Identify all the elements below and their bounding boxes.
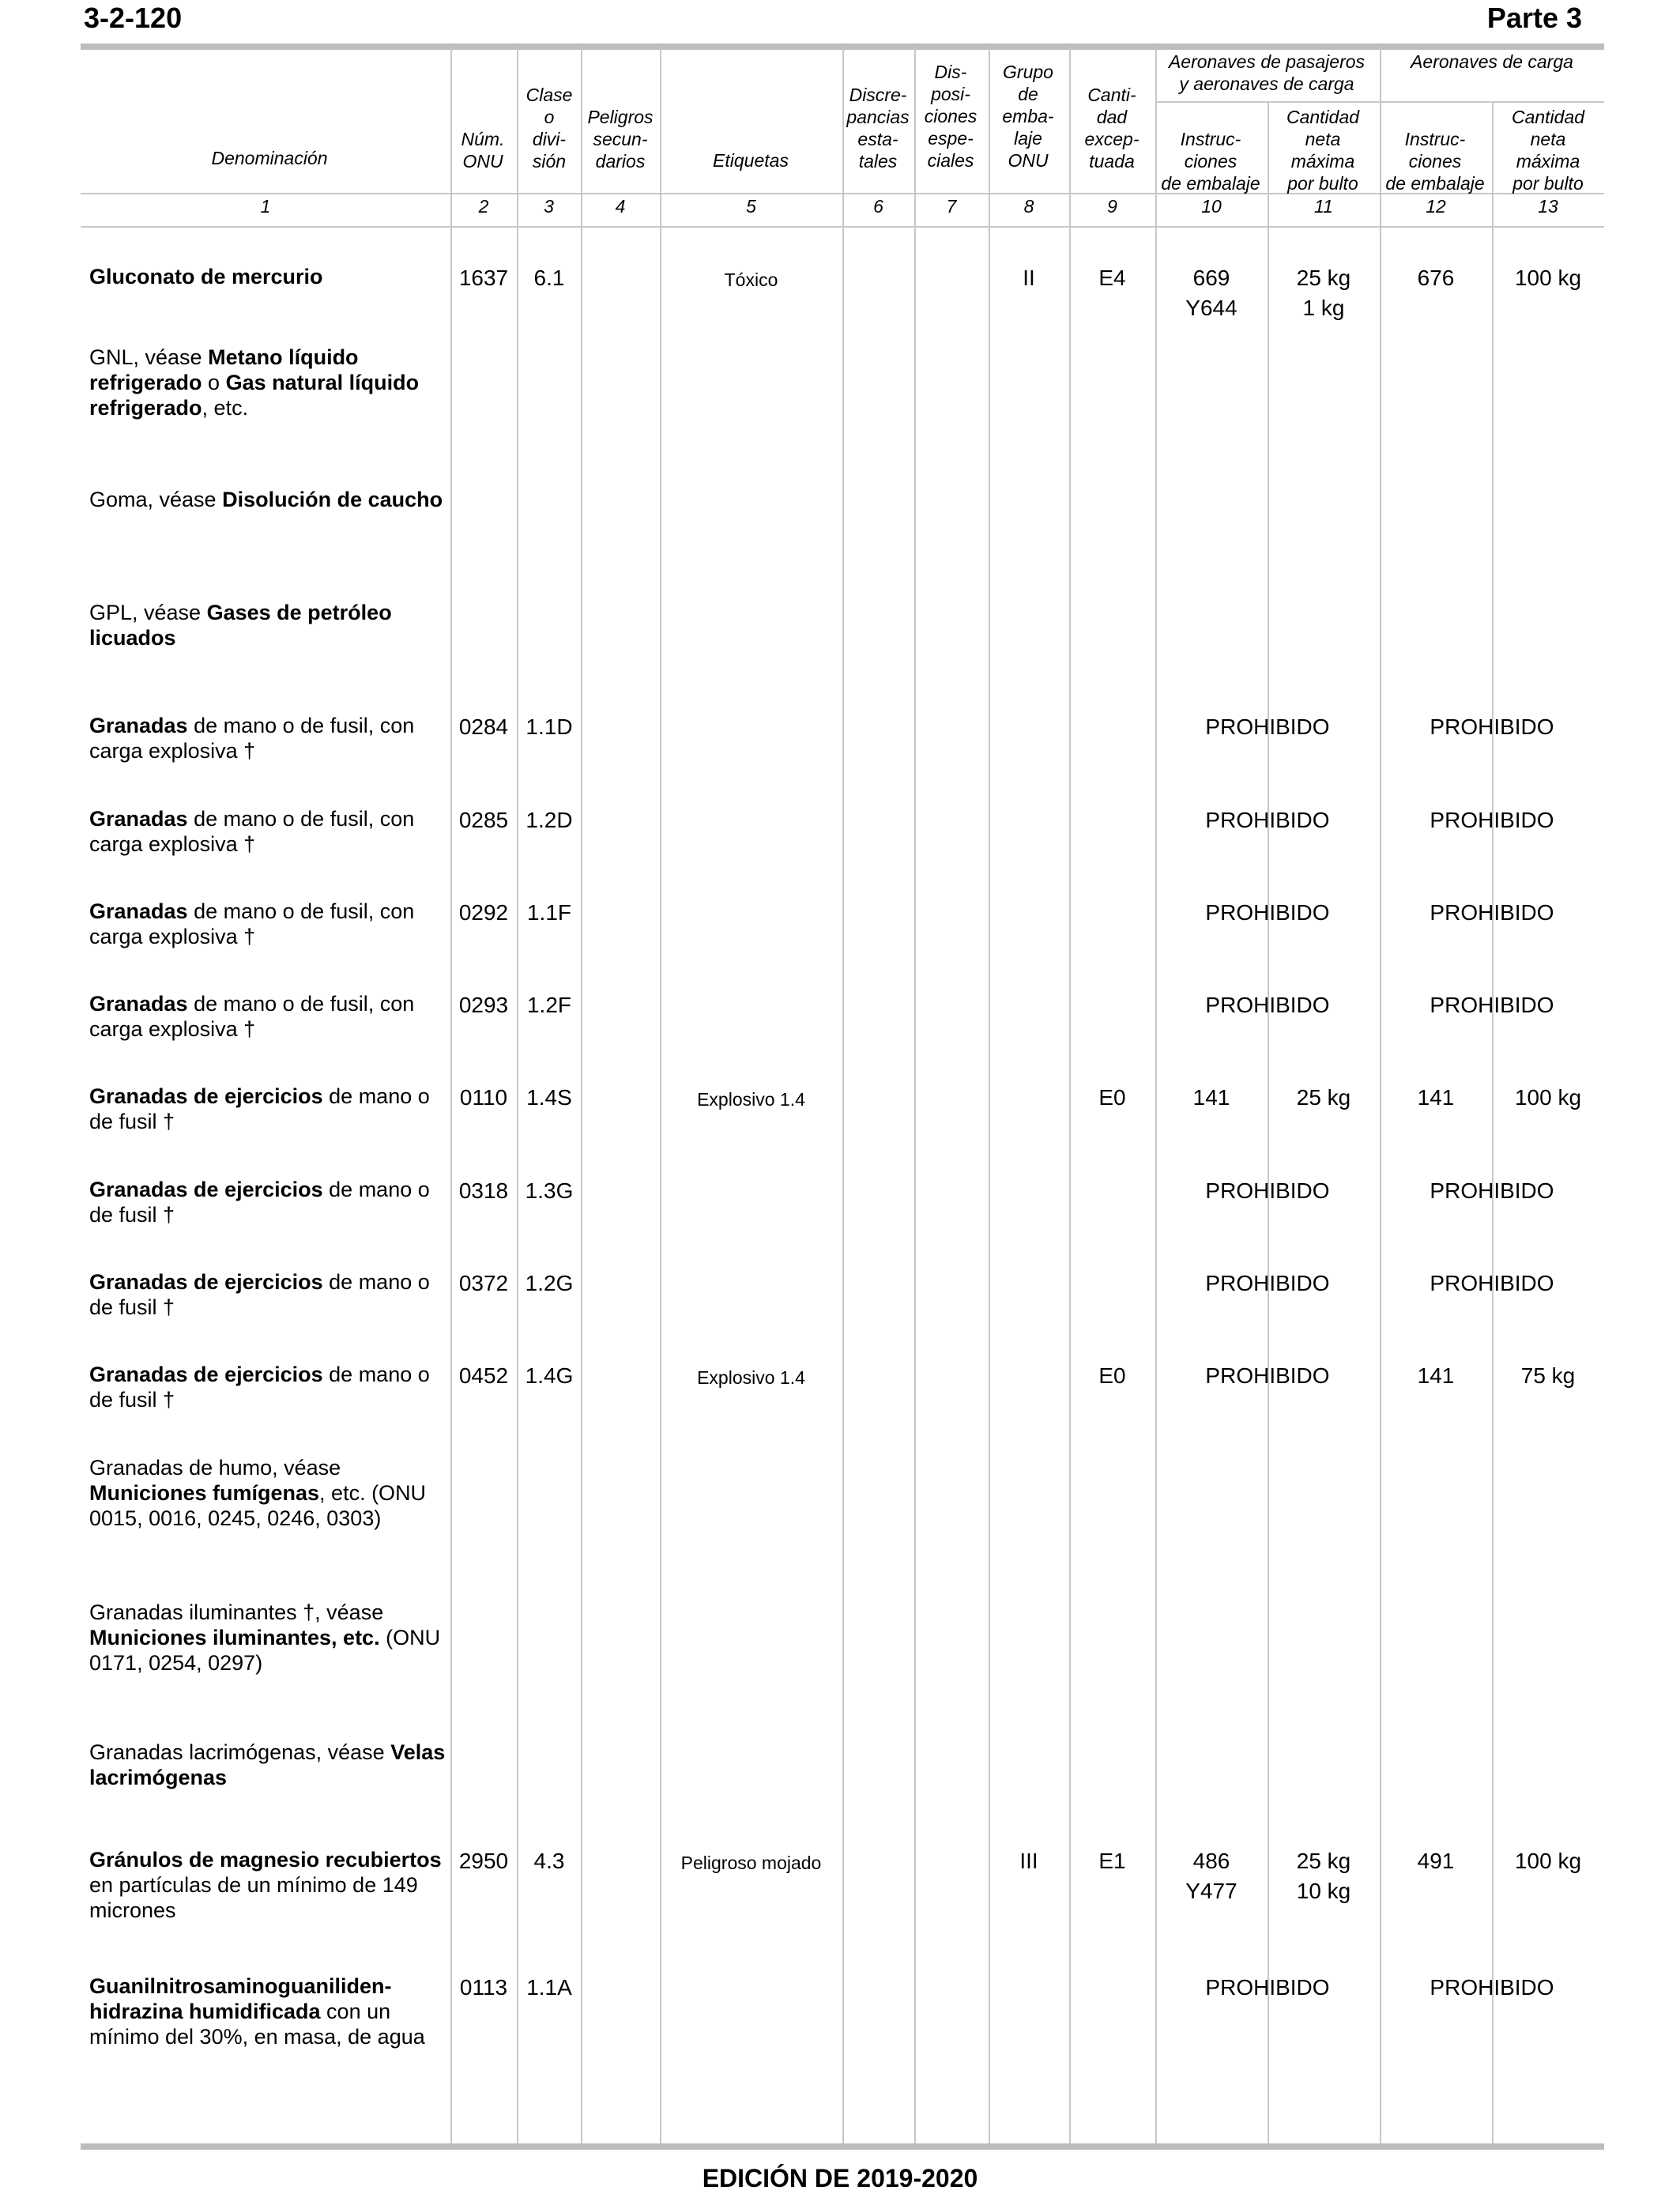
header-clase: Clase o divi- sión	[525, 85, 573, 172]
packing-group: II	[1023, 266, 1035, 290]
un-number: 0292	[458, 900, 509, 925]
entry-name-text: de mano o de fusil, con carga explosiva †	[89, 807, 415, 856]
passenger-limited-quantity: 10 kg	[1296, 1879, 1351, 1903]
header-passenger-group: Aeronaves de pasajeros y aeronaves de carga	[1168, 51, 1365, 94]
passenger-packing-instruction: 141	[1192, 1085, 1230, 1110]
column-number: 2	[478, 196, 489, 217]
entry-name	[89, 1177, 446, 1227]
passenger-prohibited: PROHIBIDO	[1205, 808, 1330, 832]
entry-name-bold: Disolución de caucho	[222, 488, 443, 511]
class-division: 1.2F	[526, 993, 572, 1017]
entry-name	[89, 1973, 446, 2049]
entry-name-text: de mano o de fusil, con carga explosiva †	[89, 899, 415, 948]
header-discrepancias: Discre- pancias esta- tales	[846, 85, 910, 172]
passenger-prohibited: PROHIBIDO	[1205, 1178, 1330, 1203]
entry-name-text: de mano o de fusil †	[89, 1178, 430, 1227]
page-part-label: Parte 3	[1486, 2, 1582, 34]
passenger-prohibited: PROHIBIDO	[1205, 1271, 1330, 1295]
entry-name-text: , etc. (ONU 0015, 0016, 0245, 0246, 0303)	[89, 1481, 427, 1530]
entry-name	[89, 600, 446, 650]
cargo-packing-instruction: 491	[1417, 1849, 1455, 1873]
class-division: 1.2D	[525, 808, 573, 832]
entry-name-bold: Granadas	[89, 807, 188, 831]
cargo-max-quantity: 100 kg	[1514, 1849, 1582, 1873]
passenger-prohibited: PROHIBIDO	[1205, 1363, 1330, 1388]
packing-group: III	[1019, 1849, 1038, 1873]
un-number: 0372	[458, 1271, 509, 1295]
entry-name-bold: Granadas	[89, 992, 188, 1016]
header-cantidad-pax: Cantidad neta máxima por bulto	[1286, 107, 1360, 194]
entry-name-bold: Guanilnitrosaminoguaniliden-hidrazina humidificada	[89, 1974, 392, 2023]
un-number: 0284	[458, 714, 509, 739]
header-grupo-embalaje: Grupo de emba- laje ONU	[1002, 62, 1054, 171]
entry-name-text: GPL, véase	[89, 601, 207, 624]
entry-name	[89, 264, 446, 289]
excepted-quantity: E1	[1098, 1849, 1126, 1873]
cargo-prohibited: PROHIBIDO	[1430, 900, 1554, 925]
class-division: 1.4G	[525, 1363, 574, 1388]
excepted-quantity: E4	[1098, 266, 1126, 290]
cargo-prohibited: PROHIBIDO	[1430, 808, 1554, 832]
entry-name-bold: Granadas	[89, 899, 188, 923]
entry-name-text: , etc.	[202, 396, 249, 420]
entry-name	[89, 899, 446, 949]
entry-name-bold: Granadas de ejercicios	[89, 1178, 323, 1201]
un-number: 2950	[458, 1849, 509, 1873]
column-divider	[1268, 101, 1269, 2143]
entry-name-text: de mano o de fusil †	[89, 1084, 430, 1133]
label-text: Tóxico	[724, 270, 778, 290]
header-disposiciones: Dis- posi- ciones espe- ciales	[924, 62, 977, 171]
cargo-packing-instruction: 141	[1417, 1085, 1455, 1110]
un-number: 1637	[458, 266, 509, 290]
class-division: 1.4S	[526, 1085, 572, 1110]
class-division: 1.1F	[526, 900, 572, 925]
column-number: 1	[260, 196, 271, 217]
label-text: Explosivo 1.4	[697, 1367, 805, 1388]
column-number: 6	[873, 196, 883, 217]
column-number: 11	[1314, 196, 1333, 217]
class-division: 4.3	[533, 1849, 565, 1873]
header-denominacion: Denominación	[211, 148, 328, 168]
cargo-prohibited: PROHIBIDO	[1430, 1975, 1554, 2000]
column-divider	[914, 47, 916, 2143]
entry-name-text: con un mínimo del 30%, en masa, de agua	[89, 2000, 425, 2049]
header-instrucciones-cargo: Instruc- ciones de embalaje	[1385, 129, 1485, 194]
passenger-prohibited: PROHIBIDO	[1205, 1975, 1330, 2000]
entry-name	[89, 1362, 446, 1412]
column-number: 5	[746, 196, 756, 217]
cargo-max-quantity: 100 kg	[1514, 1085, 1582, 1110]
entry-name-bold: Municiones fumígenas	[89, 1481, 320, 1505]
column-number: 12	[1426, 196, 1446, 217]
class-division: 1.2G	[525, 1271, 574, 1295]
passenger-limited-instruction: Y477	[1185, 1879, 1237, 1903]
entry-name	[89, 806, 446, 857]
label-text: Peligroso mojado	[680, 1853, 822, 1873]
bottom-rule	[81, 2143, 1604, 2150]
passenger-max-quantity: 25 kg	[1296, 1849, 1351, 1873]
entry-name-bold: Gluconato de mercurio	[89, 265, 323, 288]
label-text: Explosivo 1.4	[697, 1089, 805, 1110]
passenger-max-quantity: 25 kg	[1296, 1085, 1351, 1110]
page-section-number: 3-2-120	[84, 2, 183, 34]
class-division: 1.1A	[526, 1975, 572, 2000]
entry-name-bold: Granadas de ejercicios	[89, 1084, 323, 1108]
entry-name-bold: Gránulos de magnesio recubiertos	[89, 1848, 442, 1872]
entry-name	[89, 487, 446, 512]
excepted-quantity: E0	[1098, 1363, 1126, 1388]
entry-name-bold: Granadas de ejercicios	[89, 1270, 323, 1294]
un-number: 0113	[459, 1975, 508, 2000]
entry-name-bold: Gas natural líquido refrigerado	[89, 371, 420, 420]
class-division: 6.1	[533, 266, 565, 290]
passenger-packing-instruction: 486	[1192, 1849, 1230, 1873]
entry-name-text: de mano o de fusil †	[89, 1270, 430, 1319]
entry-name-text: Granadas lacrimógenas, véase	[89, 1740, 391, 1764]
edition-footer: EDICIÓN DE 2019-2020	[702, 2164, 978, 2192]
entry-name	[89, 1847, 446, 1923]
column-number: 13	[1538, 196, 1558, 217]
passenger-packing-instruction: 669	[1192, 266, 1230, 290]
passenger-max-quantity: 25 kg	[1296, 266, 1351, 290]
column-number: 9	[1107, 196, 1117, 217]
entry-name-text: Granadas iluminantes †, véase	[89, 1600, 384, 1624]
header-divider	[1155, 101, 1604, 103]
header-etiquetas: Etiquetas	[713, 150, 789, 171]
cargo-packing-instruction: 141	[1417, 1363, 1455, 1388]
entry-name	[89, 713, 446, 763]
un-number: 0452	[458, 1363, 509, 1388]
entry-name	[89, 1084, 446, 1134]
cargo-max-quantity: 75 kg	[1520, 1363, 1576, 1388]
header-num-onu: Núm. ONU	[461, 129, 505, 172]
cargo-packing-instruction: 676	[1417, 266, 1455, 290]
passenger-limited-quantity: 1 kg	[1302, 296, 1345, 320]
class-division: 1.1D	[525, 714, 573, 739]
excepted-quantity: E0	[1098, 1085, 1126, 1110]
header-cargo-group: Aeronaves de carga	[1411, 51, 1573, 72]
entry-name	[89, 345, 446, 420]
entry-name-text: Goma, véase	[89, 488, 223, 511]
cargo-max-quantity: 100 kg	[1514, 266, 1582, 290]
entry-name-bold: Granadas de ejercicios	[89, 1363, 323, 1386]
entry-name-text: de mano o de fusil, con carga explosiva †	[89, 992, 415, 1041]
entry-name-text: en partículas de un mínimo de 149 micrones	[89, 1873, 418, 1922]
entry-name-bold: Velas lacrimógenas	[89, 1740, 446, 1789]
column-divider	[989, 47, 990, 2143]
entry-name-text: o	[202, 371, 226, 394]
entry-name-text: de mano o de fusil, con carga explosiva †	[89, 714, 415, 763]
un-number: 0318	[458, 1178, 509, 1203]
column-number: 3	[544, 196, 554, 217]
entry-name	[89, 1600, 446, 1676]
column-divider	[1492, 101, 1494, 2143]
entry-name	[89, 1455, 446, 1531]
header-cantidad-exceptuada: Canti- dad excep- tuada	[1084, 85, 1139, 172]
entry-name-text: Granadas de humo, véase	[89, 1456, 341, 1480]
passenger-prohibited: PROHIBIDO	[1205, 900, 1330, 925]
entry-name-text: de mano o de fusil †	[89, 1363, 430, 1412]
entry-name	[89, 1740, 446, 1790]
header-cantidad-cargo: Cantidad neta máxima por bulto	[1511, 107, 1585, 194]
column-number: 7	[946, 196, 957, 217]
un-number: 0285	[458, 808, 509, 832]
entry-name	[89, 1269, 446, 1320]
column-divider	[842, 47, 844, 2143]
un-number: 0110	[459, 1085, 508, 1110]
entry-name-bold: Granadas	[89, 714, 188, 737]
entry-name	[89, 991, 446, 1042]
un-number: 0293	[458, 993, 509, 1017]
cargo-prohibited: PROHIBIDO	[1430, 714, 1554, 739]
entry-name-text: GNL, véase	[89, 345, 209, 369]
header-instrucciones-pax: Instruc- ciones de embalaje	[1161, 129, 1260, 194]
entry-name-bold: Gases de petróleo licuados	[89, 601, 392, 650]
passenger-limited-instruction: Y644	[1185, 296, 1237, 320]
cargo-prohibited: PROHIBIDO	[1430, 1271, 1554, 1295]
passenger-prohibited: PROHIBIDO	[1205, 714, 1330, 739]
cargo-prohibited: PROHIBIDO	[1430, 1178, 1554, 1203]
entry-name-text: (ONU 0171, 0254, 0297)	[89, 1626, 441, 1675]
entry-name-bold: Municiones iluminantes, etc.	[89, 1626, 380, 1649]
column-number: 4	[615, 196, 626, 217]
passenger-prohibited: PROHIBIDO	[1205, 993, 1330, 1017]
entry-name-bold: Metano líquido refrigerado	[89, 345, 359, 394]
column-number: 8	[1023, 196, 1034, 217]
cargo-prohibited: PROHIBIDO	[1430, 993, 1554, 1017]
header-divider	[81, 226, 1604, 228]
column-number: 10	[1201, 196, 1222, 217]
header-peligros-secundarios: Peligros secun- darios	[587, 107, 654, 172]
class-division: 1.3G	[525, 1178, 574, 1203]
